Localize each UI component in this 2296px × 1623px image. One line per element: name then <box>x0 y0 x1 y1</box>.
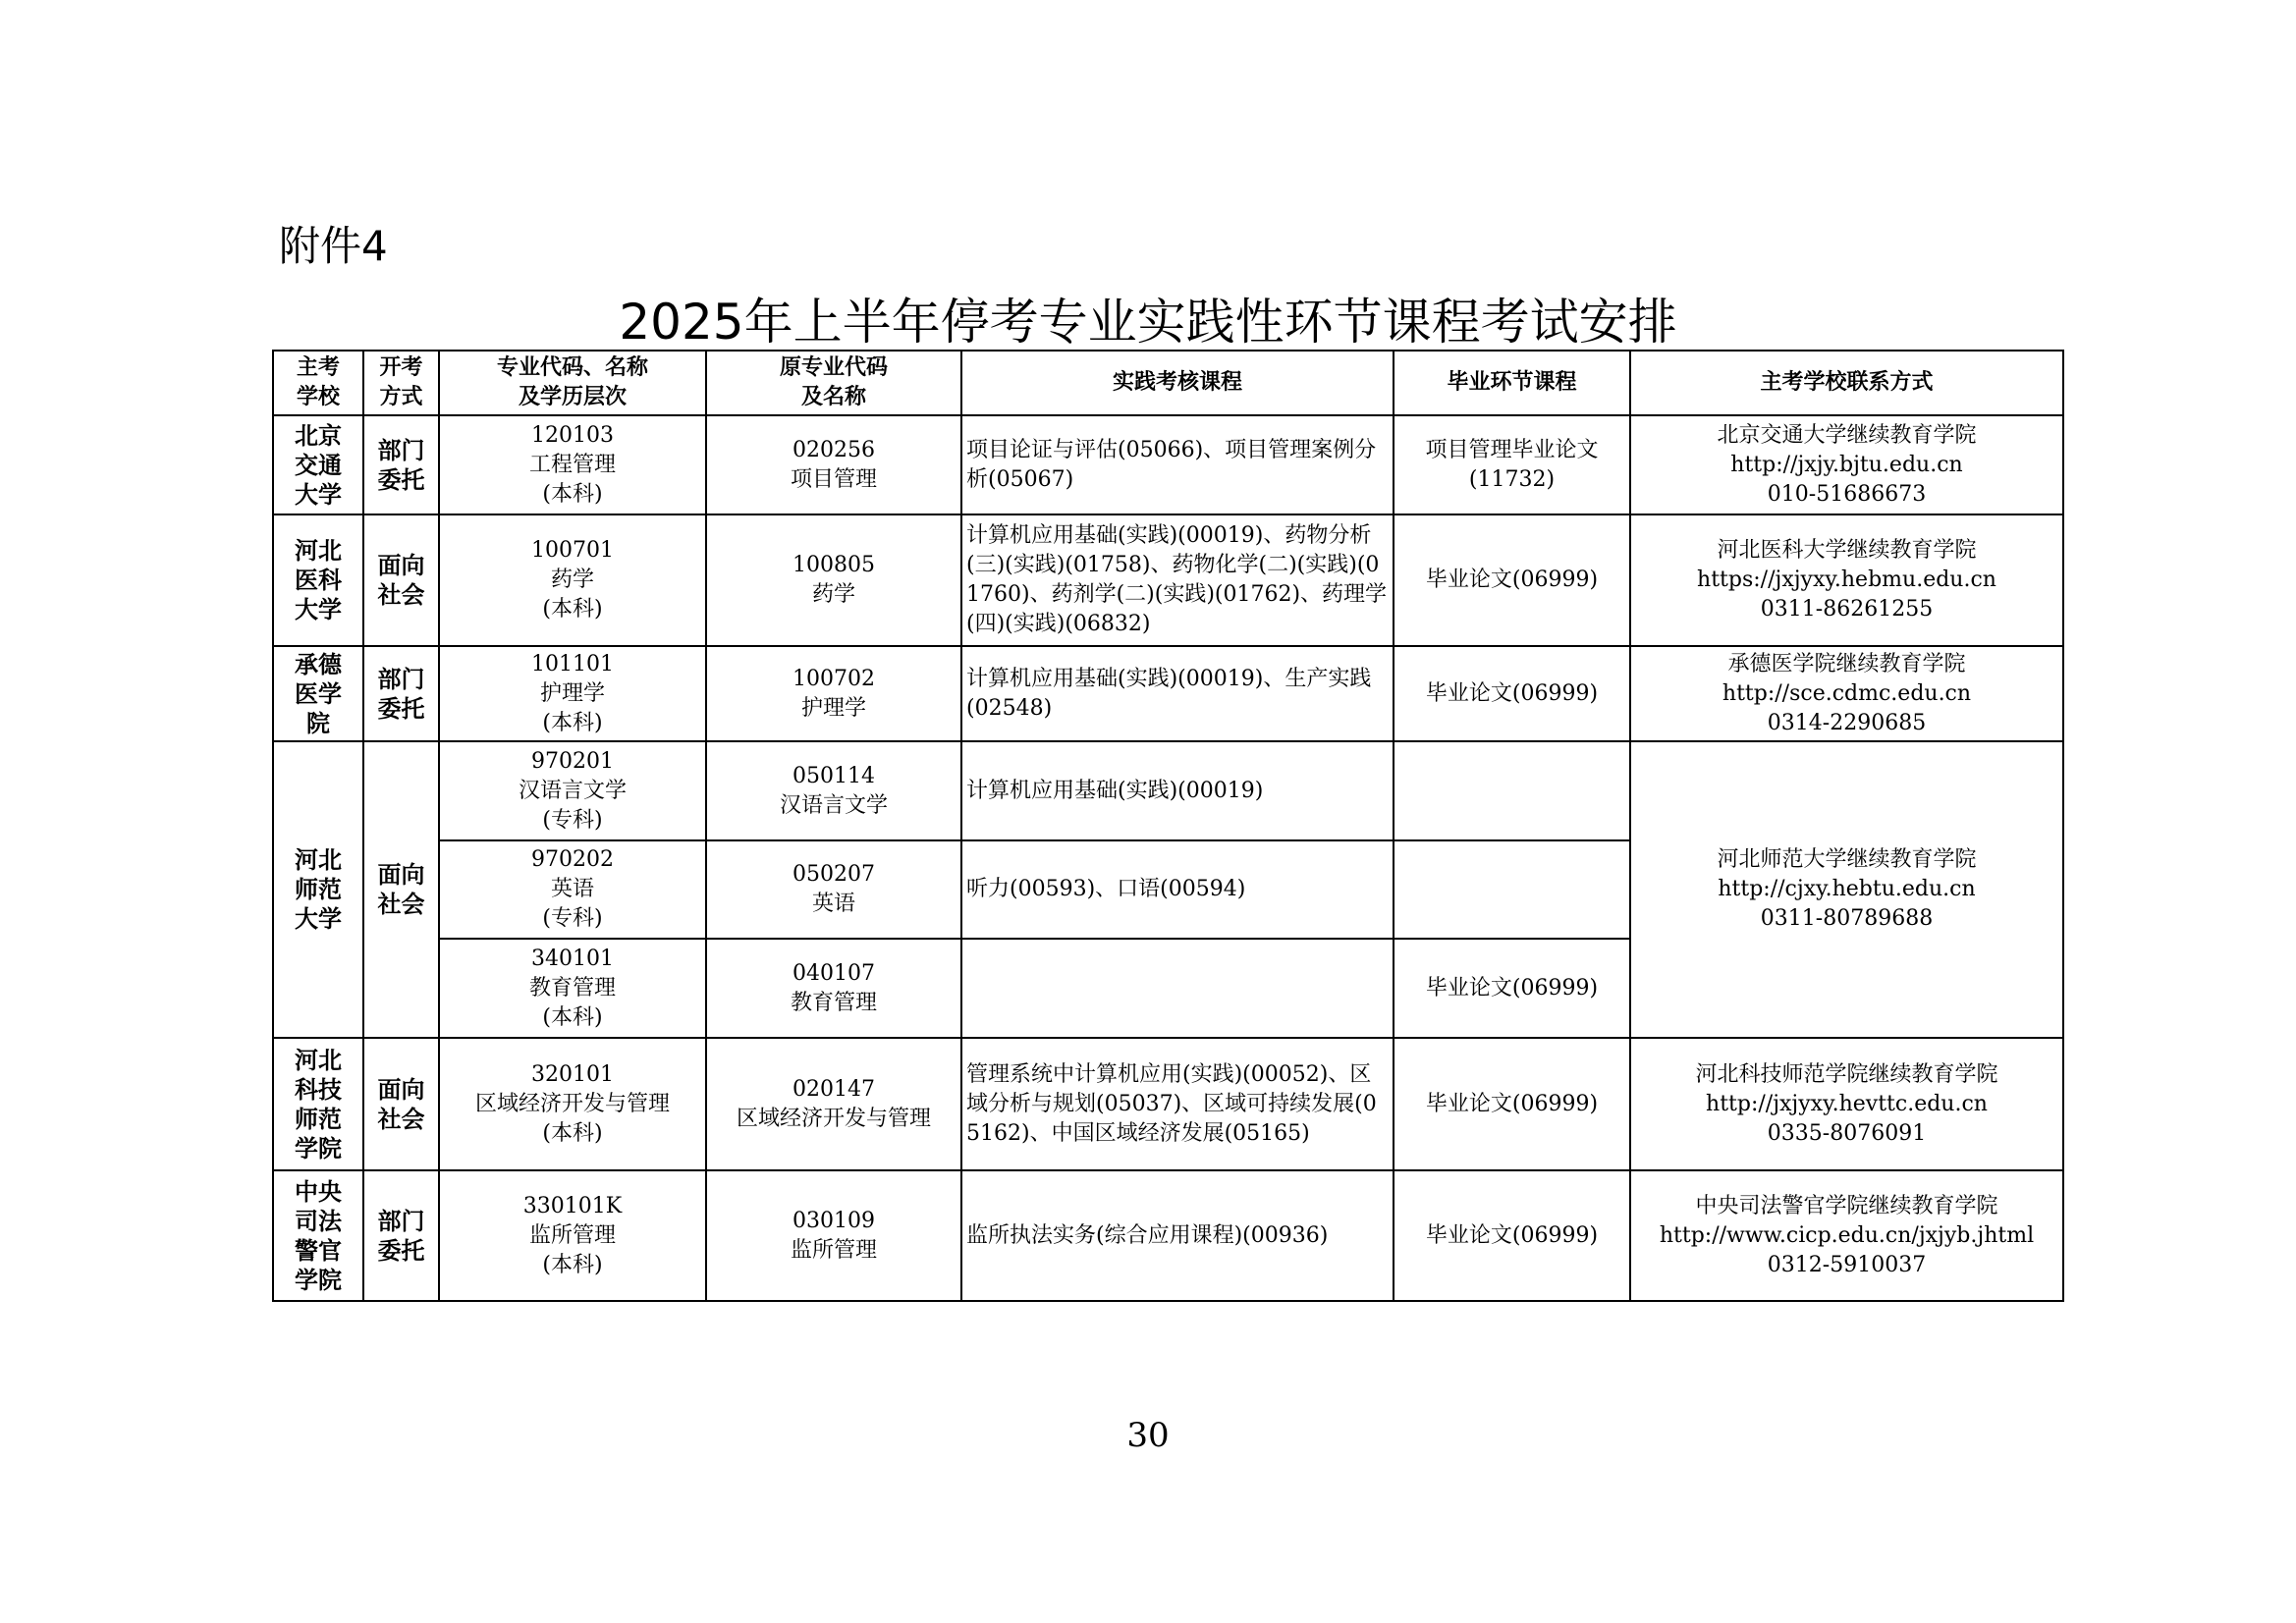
table-row <box>273 646 2063 741</box>
cell-line: 委托 <box>377 694 425 723</box>
major-cell <box>439 840 706 939</box>
cell-line: 毕业论文(06999) <box>1425 568 1599 592</box>
cell-line: 项目管理毕业论文 <box>1425 437 1599 462</box>
cell-line: 主考 <box>296 355 340 380</box>
cell-line: 毕业环节课程 <box>1447 370 1577 395</box>
cell-line: 河北科技师范学院继续教育学院 <box>1695 1061 1998 1087</box>
major-cell <box>439 939 706 1038</box>
cell-line: 委托 <box>377 1236 425 1265</box>
cell-line: 面向 <box>377 861 425 889</box>
cell-line: 药学 <box>811 582 855 607</box>
header-row <box>273 351 2063 415</box>
col-mode-header <box>363 351 439 415</box>
cell-line: (专科) <box>542 906 603 931</box>
contact-cell <box>1630 741 2063 1038</box>
graduation-cell <box>1394 514 1630 646</box>
cell-line: (本科) <box>542 1252 603 1277</box>
cell-line: http://sce.cdmc.edu.cn <box>1722 680 1972 706</box>
cell-line: 原专业代码 <box>779 355 888 380</box>
cell-line: 社会 <box>377 581 425 609</box>
cell-line: 医学 <box>295 679 342 708</box>
cell-line: 河北医科大学继续教育学院 <box>1717 538 1977 563</box>
school-cell <box>273 646 363 741</box>
graduation-cell <box>1394 646 1630 741</box>
practice-cell: 计算机应用基础(实践)(00019)、药物分析(三)(实践)(01758)、药物化学(二)(实践)(01760)、药剂学(二)(实践)(01762)、药理学(四)(实践)(06832) <box>961 514 1394 646</box>
cell-line: 020147 <box>793 1076 875 1102</box>
cell-line: 药学 <box>550 568 594 592</box>
cell-line: 010-51686673 <box>1767 481 1927 507</box>
cell-line: (本科) <box>542 481 603 507</box>
cell-line: 毕业论文(06999) <box>1425 680 1599 706</box>
cell-line: 学院 <box>295 1134 342 1163</box>
cell-line: 承德医学院继续教育学院 <box>1727 651 1966 676</box>
graduation-cell <box>1394 939 1630 1038</box>
cell-line: 社会 <box>377 891 425 918</box>
page-title: 2025年上半年停考专业实践性环节课程考试安排 <box>619 294 1677 351</box>
cell-line: 101101 <box>531 651 614 676</box>
cell-line: http://cjxy.hebtu.edu.cn <box>1718 877 1976 901</box>
cell-line: 方式 <box>379 385 423 409</box>
table-row <box>273 1038 2063 1170</box>
cell-line: 大学 <box>295 596 342 623</box>
cell-line: 学校 <box>296 385 340 409</box>
cell-line: 及学历层次 <box>518 385 627 409</box>
cell-line: 司法 <box>295 1207 342 1235</box>
cell-line: 监所管理 <box>790 1237 877 1263</box>
col-graduation-header <box>1394 351 1630 415</box>
orig-major-cell <box>706 1038 961 1170</box>
cell-line: 交通 <box>295 451 342 479</box>
orig-major-cell <box>706 840 961 939</box>
major-cell <box>439 741 706 840</box>
cell-line: 120103 <box>531 422 614 448</box>
major-cell <box>439 415 706 514</box>
mode-cell <box>363 415 439 514</box>
cell-line: 护理学 <box>800 695 866 721</box>
cell-line: 330101K <box>522 1193 623 1218</box>
mode-cell <box>363 1170 439 1301</box>
orig-major-cell <box>706 1170 961 1301</box>
cell-line: 区域经济开发与管理 <box>736 1106 931 1131</box>
cell-line: 河北 <box>295 846 342 874</box>
cell-line: 工程管理 <box>528 452 616 477</box>
cell-line: 0335-8076091 <box>1767 1120 1927 1146</box>
mode-cell <box>363 646 439 741</box>
major-cell <box>439 646 706 741</box>
cell-line: 毕业论文(06999) <box>1425 975 1599 1001</box>
cell-line: 教育管理 <box>528 975 616 1001</box>
graduation-cell <box>1394 1038 1630 1170</box>
cell-line: 汉语言文学 <box>779 792 888 818</box>
cell-line: 院 <box>306 709 330 737</box>
col-practice-header <box>961 351 1394 415</box>
cell-line: 开考 <box>379 355 423 380</box>
cell-line: (11732) <box>1468 466 1556 492</box>
orig-major-cell <box>706 415 961 514</box>
major-cell <box>439 1038 706 1170</box>
cell-line: 医科 <box>295 567 342 594</box>
graduation-cell <box>1394 741 1630 840</box>
cell-line: 社会 <box>377 1105 425 1133</box>
cell-line: 委托 <box>377 465 425 494</box>
cell-line: 970202 <box>531 847 614 872</box>
cell-line: 100702 <box>793 666 875 691</box>
cell-line: (本科) <box>542 1004 603 1030</box>
col-orig-major-header <box>706 351 961 415</box>
cell-line: 020256 <box>793 437 875 462</box>
cell-line: 部门 <box>377 436 425 464</box>
cell-line: 100701 <box>531 538 614 563</box>
cell-line: 0311-80789688 <box>1760 906 1934 931</box>
cell-line: http://jxjyxy.hevttc.edu.cn <box>1706 1091 1988 1116</box>
cell-line: 340101 <box>531 946 614 971</box>
cell-line: 北京交通大学继续教育学院 <box>1717 422 1977 448</box>
cell-line: (本科) <box>542 1120 603 1146</box>
cell-line: 050114 <box>793 763 875 788</box>
school-cell <box>273 1170 363 1301</box>
attachment-label: 附件4 <box>279 222 388 270</box>
cell-line: 大学 <box>295 905 342 933</box>
contact-cell <box>1630 1038 2063 1170</box>
cell-line: 毕业论文(06999) <box>1425 1091 1599 1116</box>
cell-line: 北京 <box>295 421 342 450</box>
table-body <box>273 415 2063 1301</box>
cell-line: 320101 <box>531 1061 614 1087</box>
orig-major-cell <box>706 939 961 1038</box>
cell-line: 河北 <box>295 1046 342 1074</box>
cell-line: 警官 <box>295 1236 342 1265</box>
cell-line: 实践考核课程 <box>1112 370 1242 395</box>
contact-cell <box>1630 1170 2063 1301</box>
table-row <box>273 415 2063 514</box>
mode-cell <box>363 741 439 1038</box>
cell-line: (本科) <box>542 597 603 622</box>
cell-line: http://www.cicp.edu.cn/jxjyb.jhtml <box>1659 1222 2035 1248</box>
orig-major-cell <box>706 646 961 741</box>
practice-cell <box>961 939 1394 1038</box>
school-cell <box>273 415 363 514</box>
cell-line: 英语 <box>811 892 855 916</box>
practice-cell: 管理系统中计算机应用(实践)(00052)、区域分析与规划(05037)、区域可持续发展(05162)、中国区域经济发展(05165) <box>961 1038 1394 1170</box>
cell-line: 护理学 <box>539 680 605 706</box>
table-header <box>273 351 2063 415</box>
practice-cell: 项目论证与评估(05066)、项目管理案例分析(05067) <box>961 415 1394 514</box>
cell-line: 河北 <box>295 537 342 565</box>
graduation-cell <box>1394 840 1630 939</box>
cell-line: 中央 <box>295 1177 342 1206</box>
mode-cell <box>363 514 439 646</box>
cell-line: 英语 <box>550 877 594 901</box>
practice-cell: 计算机应用基础(实践)(00019)、生产实践(02548) <box>961 646 1394 741</box>
table-row <box>273 741 2063 840</box>
mode-cell <box>363 1038 439 1170</box>
orig-major-cell <box>706 741 961 840</box>
cell-line: 030109 <box>793 1208 875 1233</box>
practice-cell: 监所执法实务(综合应用课程)(00936) <box>961 1170 1394 1301</box>
cell-line: 100805 <box>793 553 875 577</box>
school-cell <box>273 741 363 1038</box>
graduation-cell <box>1394 1170 1630 1301</box>
col-major-header <box>439 351 706 415</box>
cell-line: 部门 <box>377 665 425 693</box>
cell-line: 0311-86261255 <box>1760 597 1934 622</box>
practice-cell: 听力(00593)、口语(00594) <box>961 840 1394 939</box>
major-cell <box>439 1170 706 1301</box>
school-cell <box>273 1038 363 1170</box>
contact-cell <box>1630 415 2063 514</box>
cell-line: 主考学校联系方式 <box>1760 370 1934 395</box>
cell-line: (专科) <box>542 807 603 833</box>
cell-line: 专业代码、名称 <box>496 355 648 380</box>
cell-line: 项目管理 <box>790 466 877 492</box>
cell-line: https://jxjyxy.hebmu.edu.cn <box>1697 568 1996 592</box>
contact-cell <box>1630 514 2063 646</box>
cell-line: 面向 <box>377 552 425 579</box>
cell-line: 中央司法警官学院继续教育学院 <box>1695 1193 1998 1218</box>
cell-line: 区域经济开发与管理 <box>474 1091 670 1116</box>
contact-cell <box>1630 646 2063 741</box>
page-number: 30 <box>1126 1416 1170 1455</box>
cell-line: 0312-5910037 <box>1767 1252 1927 1277</box>
cell-line: 汉语言文学 <box>518 778 627 803</box>
cell-line: 040107 <box>793 960 875 986</box>
cell-line: 970201 <box>531 748 614 774</box>
cell-line: http://jxjy.bjtu.edu.cn <box>1730 452 1963 477</box>
cell-line: 部门 <box>377 1207 425 1235</box>
exam-schedule-table <box>272 350 2064 1302</box>
cell-line: 河北师范大学继续教育学院 <box>1717 847 1977 872</box>
cell-line: 学院 <box>295 1266 342 1294</box>
cell-line: (本科) <box>542 710 603 735</box>
cell-line: 毕业论文(06999) <box>1425 1222 1599 1248</box>
table-row <box>273 514 2063 646</box>
cell-line: 及名称 <box>800 385 866 409</box>
cell-line: 监所管理 <box>528 1222 616 1248</box>
school-cell <box>273 514 363 646</box>
cell-line: 面向 <box>377 1075 425 1104</box>
practice-cell: 计算机应用基础(实践)(00019) <box>961 741 1394 840</box>
table-row <box>273 1170 2063 1301</box>
graduation-cell <box>1394 415 1630 514</box>
cell-line: 教育管理 <box>790 990 877 1015</box>
major-cell <box>439 514 706 646</box>
cell-line: 师范 <box>295 876 342 903</box>
orig-major-cell <box>706 514 961 646</box>
cell-line: 050207 <box>793 862 875 887</box>
col-contact-header <box>1630 351 2063 415</box>
cell-line: 大学 <box>295 480 342 509</box>
cell-line: 科技 <box>295 1075 342 1104</box>
cell-line: 师范 <box>295 1105 342 1133</box>
cell-line: 承德 <box>295 650 342 678</box>
col-school-header <box>273 351 363 415</box>
cell-line: 0314-2290685 <box>1767 710 1927 735</box>
